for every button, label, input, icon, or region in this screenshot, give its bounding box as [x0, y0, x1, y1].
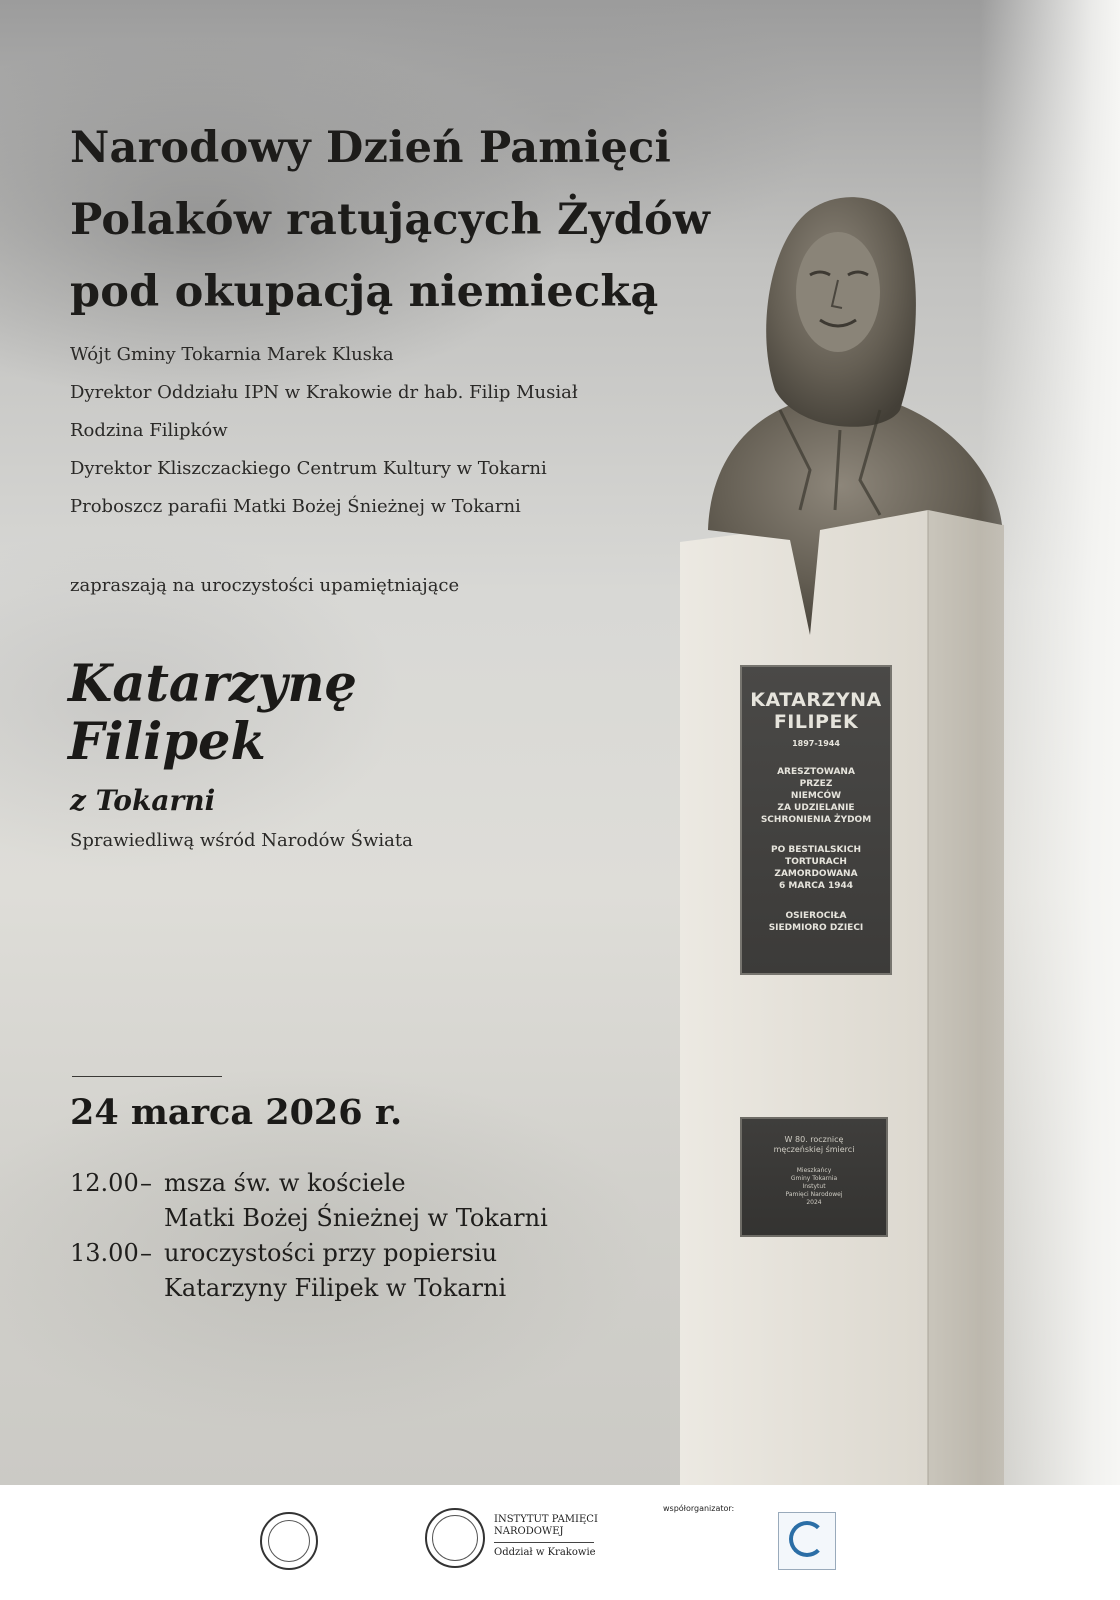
invite-text: zapraszają na uroczystości upamiętniające: [70, 575, 460, 596]
memorial-plaque: [740, 665, 892, 975]
schedule-row: [70, 1236, 548, 1271]
schedule-dash: –: [140, 1169, 152, 1197]
plaque-line: 6 MARCA 1944: [779, 881, 853, 891]
plaque-line: Instytut: [802, 1183, 826, 1190]
honoree-first-name: Katarzynę: [68, 654, 357, 714]
honoree-last-name: Filipek: [68, 712, 266, 772]
title-line-1: Narodowy Dzień Pamięci: [70, 123, 672, 173]
honoree-name: [68, 655, 568, 771]
ipn-logo-text: [494, 1514, 598, 1559]
schedule-desc: uroczystości przy popiersiu: [164, 1239, 498, 1267]
ipn-branch: Oddział w Krakowie: [494, 1547, 596, 1558]
plaque-name: [742, 689, 890, 733]
schedule-dash: –: [140, 1239, 152, 1267]
plaque-dates: 1897-1944: [792, 739, 840, 748]
organizer-item: Dyrektor Kliszczackiego Centrum Kultury w Tokarni: [70, 458, 547, 479]
organizer-item: Proboszcz parafii Matki Bożej Śnieżnej w Tokarni: [70, 496, 521, 517]
plaque-line: ZA UDZIELANIE: [777, 803, 855, 813]
plaque-line: Mieszkańcy: [796, 1167, 832, 1174]
plaque-name-line: KATARZYNA: [750, 689, 882, 711]
organizers-list: [70, 336, 690, 526]
divider: [72, 1076, 222, 1077]
honoree-origin: z Tokarni: [70, 784, 216, 817]
column-side: [928, 510, 1004, 1485]
bust-face: [796, 232, 880, 352]
ipn-name-line: NARODOWEJ: [494, 1526, 564, 1537]
title-line-3: pod okupacją niemiecką: [70, 267, 659, 317]
plaque-name-line: FILIPEK: [773, 711, 859, 733]
event-schedule: [70, 1166, 548, 1306]
plaque-line: Pamięci Narodowej: [785, 1191, 843, 1198]
plaque-text-block: [742, 844, 890, 892]
schedule-desc-cont: Matki Bożej Śnieżnej w Tokarni: [164, 1204, 548, 1232]
plaque-line: ZAMORDOWANA: [774, 869, 858, 879]
anniversary-plaque-body: [742, 1167, 886, 1207]
monument-photo: [660, 180, 1020, 1485]
schedule-desc-cont: Katarzyny Filipek w Tokarni: [164, 1274, 507, 1302]
ipn-rule: [494, 1542, 594, 1543]
gmina-tokarnia-logo: [260, 1512, 318, 1570]
plaque-line: TORTURACH: [785, 857, 847, 867]
schedule-time: 13.00: [70, 1239, 139, 1267]
kck-mark-icon: [789, 1521, 825, 1557]
event-date: 24 marca 2026 r.: [70, 1092, 403, 1133]
plaque-text-block: [742, 910, 890, 934]
gmina-emblem: [268, 1520, 310, 1562]
plaque-line: SCHRONIENIA ŻYDOM: [760, 815, 872, 825]
plaque-line: SIEDMIORO DZIECI: [768, 923, 864, 933]
eagle-emblem-icon: [432, 1515, 478, 1561]
plaque-line: ARESZTOWANA: [777, 767, 855, 777]
plaque-line: PRZEZ: [799, 779, 833, 789]
plaque-line: NIEMCÓW: [790, 791, 842, 801]
plaque-line: OSIEROCIŁA: [785, 911, 847, 921]
schedule-row: [70, 1166, 548, 1201]
ipn-name-line: INSTYTUT PAMIĘCI: [494, 1514, 598, 1525]
organizer-item: Wójt Gminy Tokarnia Marek Kluska: [70, 344, 394, 365]
ipn-logo: [425, 1508, 485, 1568]
schedule-time: 12.00: [70, 1169, 139, 1197]
kck-logo: [778, 1512, 836, 1570]
plaque-line: PO BESTIALSKICH: [771, 845, 861, 855]
plaque-line: męczeńskiej śmierci: [773, 1145, 855, 1154]
anniversary-plaque: [740, 1117, 888, 1237]
plaque-text-block: [742, 766, 890, 826]
plaque-line: 2024: [806, 1199, 822, 1206]
title-line-2: Polaków ratujących Żydów: [70, 195, 711, 245]
schedule-desc: msza św. w kościele: [164, 1169, 406, 1197]
organizer-item: Dyrektor Oddziału IPN w Krakowie dr hab. Filip Musiał: [70, 382, 578, 403]
honoree-title: Sprawiedliwą wśród Narodów Świata: [70, 830, 413, 851]
column-front: [680, 510, 928, 1485]
coorganizer-label: współorganizator:: [663, 1504, 735, 1513]
anniversary-plaque-heading: [742, 1135, 886, 1155]
organizer-item: Rodzina Filipków: [70, 420, 228, 441]
plaque-line: W 80. rocznicę: [784, 1135, 844, 1144]
plaque-line: Gminy Tokarnia: [790, 1175, 838, 1182]
